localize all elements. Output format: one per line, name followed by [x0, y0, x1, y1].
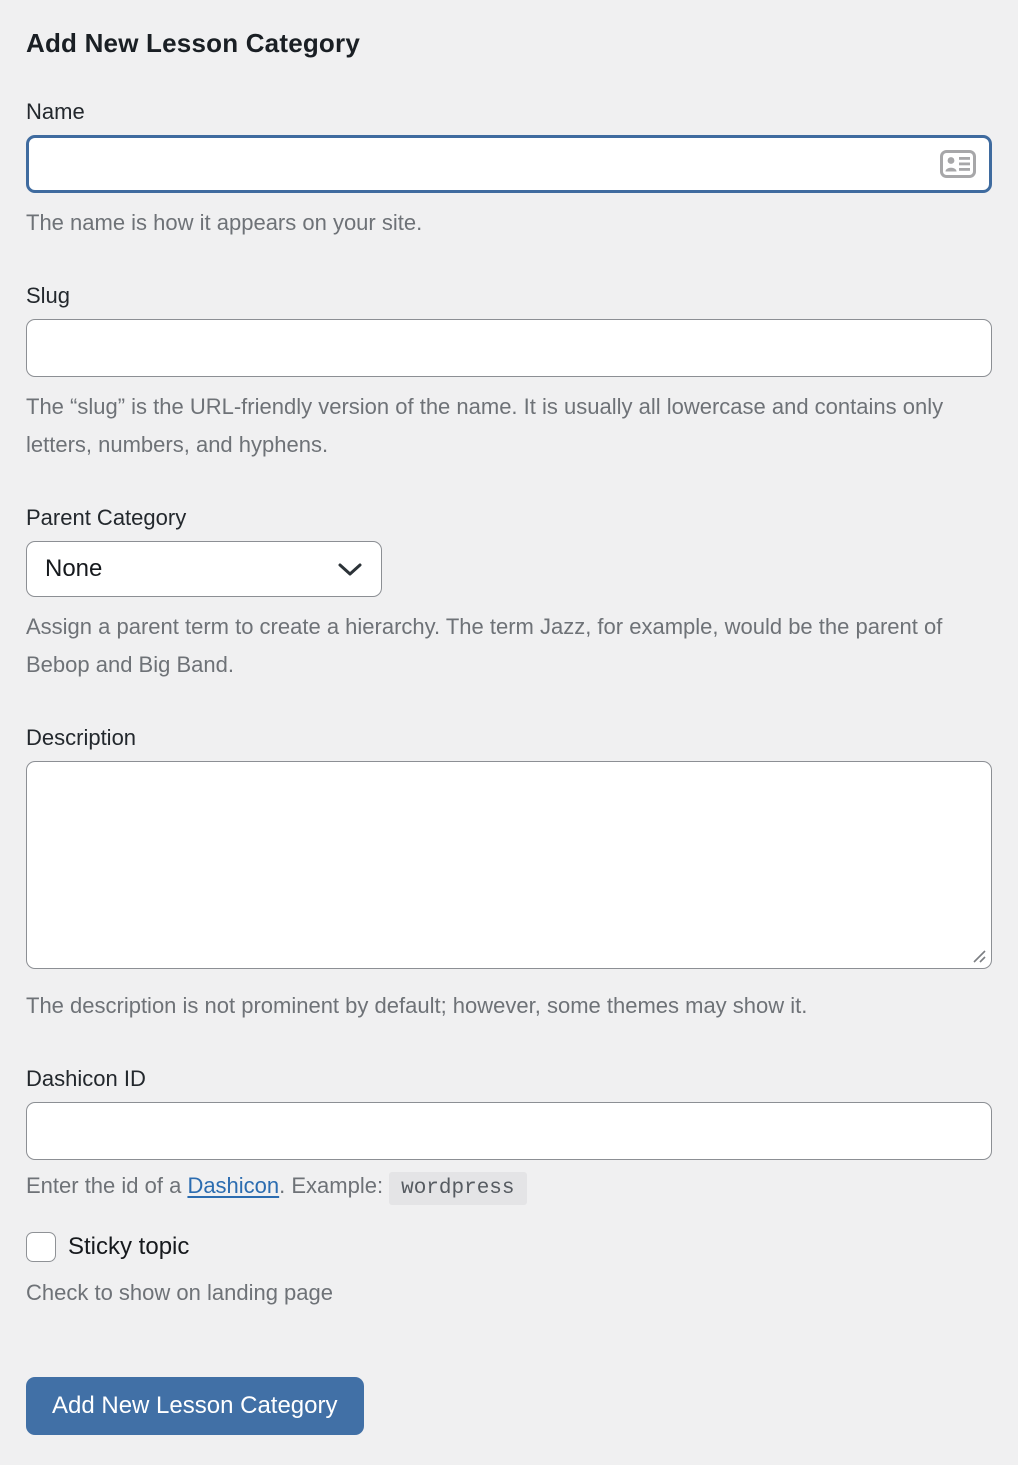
parent-category-help-text: Assign a parent term to create a hierarchy. The term Jazz, for example, would be the parent of Bebop and Big Band. [26, 614, 943, 677]
dashicon-help-middle: . Example: [279, 1173, 384, 1199]
add-new-lesson-category-button[interactable]: Add New Lesson Category [26, 1377, 364, 1435]
dashicon-label: Dashicon ID [26, 1066, 146, 1092]
slug-help-text: The “slug” is the URL-friendly version of the name. It is usually all lowercase and contains only letters, numbers, and hyphens. [26, 394, 944, 457]
dashicon-field-group [26, 1066, 992, 1200]
dashicon-help-text [26, 1173, 992, 1200]
chevron-down-icon [337, 561, 363, 577]
sticky-topic-help-text: Check to show on landing page [26, 1280, 333, 1306]
description-textarea[interactable] [26, 761, 992, 969]
parent-category-selected-value: None [45, 555, 103, 583]
slug-field-group [26, 283, 992, 463]
contact-card-autofill-icon[interactable] [940, 150, 976, 178]
sticky-topic-label[interactable]: Sticky topic [68, 1233, 190, 1261]
name-input[interactable] [26, 135, 992, 193]
parent-category-label: Parent Category [26, 505, 187, 531]
name-field-group [26, 99, 992, 241]
description-help-text: The description is not prominent by default; however, some themes may show it. [26, 992, 808, 1018]
name-label: Name [26, 99, 85, 124]
name-help-text: The name is how it appears on your site. [26, 210, 423, 235]
sticky-topic-group [26, 1232, 992, 1309]
parent-category-field-group [26, 505, 992, 683]
slug-label: Slug [26, 283, 71, 309]
dashicon-help-prefix: Enter the id of a [26, 1173, 188, 1199]
slug-input[interactable] [26, 319, 992, 377]
description-label: Description [26, 724, 137, 750]
dashicon-input[interactable] [26, 1102, 992, 1160]
sticky-topic-checkbox[interactable] [26, 1232, 56, 1262]
dashicon-code-example: wordpress [389, 1172, 526, 1205]
dashicon-link[interactable]: Dashicon [187, 1173, 280, 1199]
parent-category-select[interactable] [26, 541, 382, 597]
description-field-group [26, 725, 992, 1024]
page-title: Add New Lesson Category [26, 28, 360, 58]
